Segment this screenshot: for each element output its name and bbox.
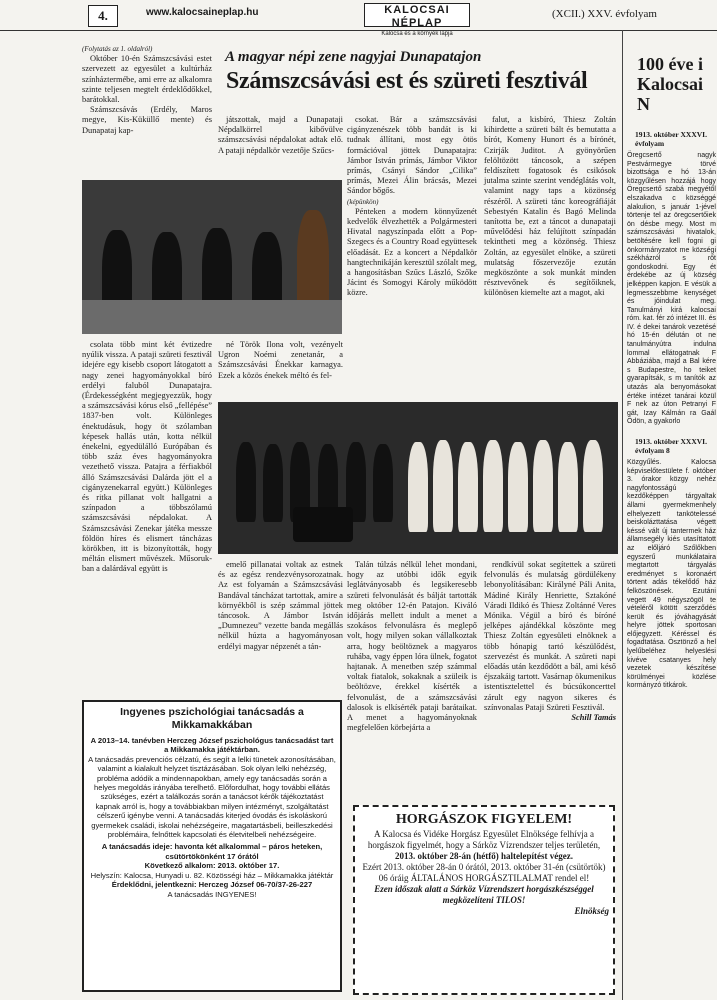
fishing-warning: Ezen időszak alatt a Sárköz Vízrendszert horgászkészséggel megközelíteni TILOS! [374, 884, 594, 905]
history-column [622, 30, 717, 1000]
photo-caption: (képünkön) [347, 197, 379, 206]
paragraph: játszottak, majd a Dunapataji Népdalkörrel kibővülve számszcsávási népdalokat adtak elő. A pataji népdalkör vezetője Szűcs- [218, 115, 343, 155]
article-title: Számszcsávási est és szüreti fesztivál [226, 68, 588, 94]
newspaper-logo [364, 3, 470, 37]
fishing-date: 2013. október 28-án (hétfő) haltelepítést végez. [394, 851, 574, 861]
band-photo [82, 180, 342, 334]
ad-contact: Érdeklődni, jelentkezni: Herczeg József 06-70/37-26-227 [111, 880, 313, 890]
history-title: 100 éve i Kalocsai N [637, 54, 703, 114]
ad-lead: A 2013–14. tanévben Herczeg József pszichológus tanácsadást tart a Mikkamakka játéktárban. [90, 736, 334, 755]
article-col1-top [82, 44, 212, 136]
paragraph: né Török Ilona volt, vezényelt Ugron Noémi zenetanár, a Számszcsávási Énekkar karnagya. Ezek a közös énekek méltó és fel- [218, 340, 343, 380]
psychology-ad-box [82, 700, 342, 992]
article-col4-bottom [484, 560, 616, 723]
article-col3-bottom [347, 560, 477, 733]
article-col1-mid [82, 340, 212, 575]
continued-note: (Folytatás az 1. oldalról) [82, 45, 153, 53]
history-date-1: 1913. október XXXVI. évfolyam [635, 130, 707, 148]
fishing-ban: Ezért 2013. október 28-án 0 órától, 2013. október 31-én (csütörtök) 06 óráig ÁLTALÁNOS HORGÁSZTILALMAT rendel el! [362, 862, 606, 883]
paragraph: Pénteken a modern könnyűzenét kedvelők élvezhették a Polgármesteri Hivatal nagyszínpada előtt a Pop-Szegecs és a Country Road együttesek előadását. Ez a koncert a Népdalkör hangtechnikáján keresztül szólalt meg, a hangosításban Szűcs László, Szőke Jácint és Somogyi Károly működött közre. [347, 206, 477, 298]
logo-title: KALOCSAI NÉPLAP [384, 4, 450, 29]
logo-subtitle: Kalocsa és a környék lapja [381, 31, 453, 37]
article-col3 [347, 115, 477, 299]
paragraph: Számszcsávás (Erdély, Maros megye, Kis-Küküllő mente) és Dunapataj kap- [82, 105, 212, 135]
paragraph: csokat. Bár a számszcsávási cigányzenészek több bandát is ki tudnak állítani, most egy ötös formációval jöttek Dunapatajra: Jámbor István prímás, Jámbor Viktor prímás, Csányi Sándor „Cilika” prímás, Mezei Álin brácsás, Mezei Sándor bőgős. [347, 115, 477, 196]
history-text-2: Közgyűlés. Kalocsa képviselőtestülete f. október 3. órakor közgy nehéz nagyfontosságú kezdőképpen tárgyaltak állami gyermekmenhely elhelyezett tankötelessé beiskolázttatása végett késsé vált új tantermek ház államsegély kiés utasíttatott az előljáró Szőlőkben egyszerű munkálataira megtartott tárgyalás eredményet s koronaért törtent adás tékelődő ház felköszönések. Ezutáni vegett 49 négyszögöl te vételéről kötött szerződés került és jóváhagyását helyre jöttek sportosan előjegyzett. Kéréssel és fogadtatása. Ösztönző a hel lyelűbeléhez helyeslési kivéve csatanyes hely vezetek készítése körülményei közlése kormányzó titkárok. [627, 459, 716, 690]
ad-place: Helyszín: Kalocsa, Hunyadi u. 82. Közösségi ház – Mikkamakka játéktár [90, 870, 334, 880]
fishing-body: A Kalocsa és Vidéke Horgász Egyesület Elnöksége felhívja a horgászok figyelmét, hogy a Sárköz Vízrendszer teljes területén, [367, 829, 601, 850]
ad-body: A tanácsadás prevenciós célzatú, és segít a lelki tünetek azonosításában, valamint a kialakult helyzet tisztázásában. Sok olyan lelki nehézség, probléma adódik a mindennapokban, amely egy tanácsadás során a helyes megoldás irányába terelhető. Előfordulhat, hogy további ellátás szükséges, ezért a találkozás során a tanácsot kérők tájékoztatást kapnak arról is, hogy a továbbiakban milyen intézményt, szolgáltatást célszerű igénybe venni. A tanácsadás kiterjed óvodás és iskoláskorú gyermekek családi, iskolai nehézségeire, magatartásbeli, beilleszkedési problémáira, felnőttek kapcsolati és életvitelbeli nehézségeire. [88, 754, 336, 840]
paragraph: Október 10-én Számszcsávási estet szervezett az egyesület a kultúrház színháztermébe, ami erre az alkalomra szinte teljesen megtelt érdeklődőkkel, barátokkal. [82, 54, 212, 105]
paragraph: csolata több mint két évtizedre nyúlik vissza. A pataji szüreti fesztivál idejére egy kisebb csoport látogatott a nagy zenei hagyományokkal bíró erdélyi faluból Dunapatajra. (Érdekességként megjegyezzük, hogy a számszcsávási kórus első „fellépése” 1837-ben volt. Különleges énektudásuk, hogy öt szólamban képesek hallás után, kotta nélkül énekelni, egyedülálló Európában és több száz éves hagyományokra vezethető vissza. Patajra a férfiakból álló Számszcsávási Dalárda jött el a cigányzenekarral együtt.) Különleges és ritka pillanat volt hallgatni a színpadon a többszólamú számszcsávási népdalokat. A Számszcsávási Zenekar játéka messze földön híres és elismert táncházas körökben, itt is bizonyították, hogy méltán elismert művészek. Műsoruk-ban a dalárdával együtt is [82, 340, 212, 574]
article-col4 [484, 115, 616, 299]
history-text-1: Öregcsertő nagyk Pestvármegye törvé bizottsága e hó 13-án közgyűlésen hozzájá hogy Öregcsertő szabá megyétől elszakadva c községgé alakulion, s január 1-jével törtenje tel az öregcsertőiek ön désbe megy. Most m számszcsávási hivatalok, betöltésére kell fogni gi önkormányzatot me községi székházról s rőt gondoskodni. Egy ét érdekébe az új község jelképpen kapjon. E vésük a legmesszebbme kenységet és jóindulat meg. Tanulmányi kirá kalocsai róm. kat. fér zó intézet III. és IV. é dekei tanárok vezetésé hó 15-én délután ot ne tanulmányútra indulna lommal ellátogatnak F Abbáziába, majd a Bal kére s Budapestre, ho teiket gyarapítsák, s m tanítók az utazás ala benyomásokat értéke intézet tanárai közül F nek az úton Petranyi F gát, Izay Kálmán ra Gaál Ödön, a gyakorlo [627, 152, 716, 426]
site-url[interactable]: www.kalocsaineplap.hu [146, 7, 259, 18]
fishing-signature: Elnökség [574, 906, 609, 916]
choir-photo [218, 402, 618, 554]
ad-free: A tanácsadás INGYENES! [167, 889, 257, 899]
page-number: 4. [88, 5, 118, 27]
issue-number: (XCII.) XXV. évfolyam [552, 8, 657, 20]
paragraph: falut, a kisbíró, Thiesz Zoltán kihirdette a szüreti bált és bemutatta a bírót, Komeny Hunort és a bírónét, Czirják Juditot. A gyönyörűen felöltözött táncosok, a szépen feldíszített fogatosok és csikósok jutalma szinte szerint vendéglátás volt, valamint nagy taps a közönség részéről. A szüreti tánc koreográfiáját Sebestyén Katalin és Bagó Melinda tanította be, ezt a táncot a dunapataji művelődési ház felújított színpadán tekintheti meg a közönség. Thiesz Zoltán, az egyesület elnöke, a szüreti mulatság főszervezője ezután megköszönte a sok munkát minden résztvevőnek és segítőiknek, különösen kiemelte azt a magot, aki [484, 115, 616, 298]
paragraph: rendkívül sokat segítettek a szüreti felvonulás és mulatság gördülékeny lebonyolításában: Királyné Páli Anita, Mádiné Király Henriette, Sztakóné Váradi Ildikó és Thiesz Zoltánné Veres Mónika. Végül a bíró és bíróné jelképes ajándékkal köszönte meg Thiesz Zoltán egyesületi elnöknek a több hónapig tartó készülődést, szervezést és munkát. A szüreti napi előadás után kezdődött a bál, ami késő éjszakáig tartott. Vasárnap ökumenikus istentisztelettel és búcsúkoncerttel zárult egy nagyon sikeres és színvonalas Pataji Szüreti Fesztivál. [484, 560, 616, 712]
article-kicker: A magyar népi zene nagyjai Dunapatajon [225, 49, 482, 65]
fishing-title: HORGÁSZOK FIGYELEM! [395, 812, 573, 827]
paragraph: emelő pillanatai voltak az estnek és az egész rendezvénysorozatnak. Az est folyamán a Számszcsávási Bandával táncházat tartottak, amire a környékből is szép számmal jöttek táncosok. A Jámbor István „Dumnezeu” vezette banda megállás nélkül húzta a hagyományosan erdélyi magyar népzenét a tán- [218, 560, 343, 651]
article-col2-mid [218, 340, 343, 381]
ad-next-date: Következő alkalom: 2013. október 17. [144, 861, 280, 871]
article-signature: Schill Tamás [571, 713, 616, 723]
ad-schedule: A tanácsadás ideje: havonta két alkalommal – páros heteken, csütörtökönként 17 órától [101, 842, 323, 861]
paragraph: Talán túlzás nélkül lehet mondani, hogy az utóbbi idők egyik leglátványosabb és legsikeresebb szüreti felvonulását és bálját tartották meg október 12-én Patajon. Kiváló időjárás mellett indult a menet a szokásos felvonulásra és meglepő volt, hogy milyen sokan vállalkoztak arra, hogy beöltöznek a magyaros ruhába, vagy éppen lóra ülnek, fogatot hajtanak. A menetben szép számmal voltak fiatalok, sokaknak a szüleik is beöltözve, érekkel kísérték a felvonulást, de a számszcsávási dalosok is elkísérték pataji barátaikat. A menet a hagyományoknak megfelelően körbejárta a [347, 560, 477, 733]
article-col2-bottom [218, 560, 343, 652]
article-col2-top [218, 115, 343, 156]
ad-title: Ingyenes pszichológiai tanácsadás a Mikkamakkában [120, 706, 304, 731]
fishing-notice-box [353, 805, 615, 995]
history-date-2: 1913. október XXXVI. évfolyam 8 [635, 437, 707, 455]
